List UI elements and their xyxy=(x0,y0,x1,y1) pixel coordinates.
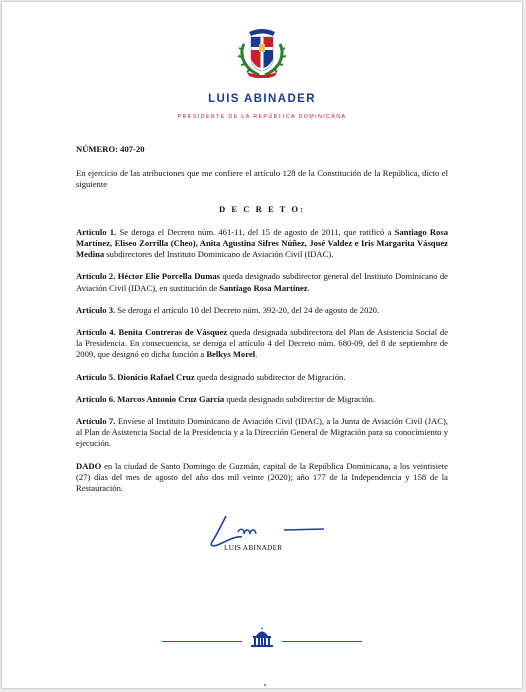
president-title: PRESIDENTE DE LA REPÚBLICA DOMINICANA xyxy=(177,114,347,120)
decree-heading: D E C R E T O: xyxy=(219,203,305,214)
article-3 xyxy=(76,305,448,316)
article-text: Se deroga el Decreto núm. 461-11, del 15 de agosto de 2011, que ratificó a xyxy=(116,226,395,237)
article-label: Artículo 7. xyxy=(76,416,116,427)
article-6 xyxy=(76,394,448,405)
decree-number: NÚMERO: 407-20 xyxy=(76,144,145,154)
article-names: Santiago Rosa Martínez, Eliseo Zorrilla (Cheo), Anita Agustina Sifres Núñez, José Valdez e Iris Margarita Vásquez Medina xyxy=(76,226,448,260)
article-names: Santiago Rosa Martínez xyxy=(219,282,308,293)
signatory-name: LUIS ABINADER xyxy=(224,544,283,552)
article-label: Artículo 5. xyxy=(76,371,116,382)
article-1 xyxy=(76,227,448,261)
article-label: Artículo 1. xyxy=(76,226,117,237)
article-text: Se deroga el artículo 10 del Decreto núm. 392-20, del 24 de agosto de 2020. xyxy=(115,304,380,315)
article-label: Artículo 2. xyxy=(76,271,116,282)
dado-paragraph xyxy=(76,461,448,495)
president-name: LUIS ABINADER xyxy=(208,93,316,105)
article-label: Artículo 3. xyxy=(76,304,116,315)
article-text: queda designada subdirectora del Plan de Asistencia Social de la Presidencia. En consecuencia, se deroga el artículo 4 del Decreto núm. 680-09, del 8 de septiembre de 2009, que designó en dicha función a xyxy=(76,327,449,360)
article-text: queda designado subdirector de Migración. xyxy=(194,371,346,382)
article-names: Benita Contreras de Vásquez xyxy=(115,327,228,338)
article-text: Envíese al Instituto Dominicano de Aviación Civil (IDAC), a la Junta de Aviación Civil (JAC), al Plan de Asistencia Social de la Presidencia y a la Dirección General de Migración para su conocimiento y ejecución. xyxy=(76,416,448,449)
article-5 xyxy=(76,372,448,383)
article-text: subdirectores del Instituto Dominicano de Aviación Civil (IDAC). xyxy=(104,249,334,260)
article-text: queda designado subdirector general del Instituto Dominicano de Aviación Civil (IDAC), en sustitución de xyxy=(76,271,448,293)
article-text: queda designado subdirector de Migración. xyxy=(224,393,375,404)
footer-line-right xyxy=(282,641,362,642)
article-text: . xyxy=(255,349,258,360)
article-names: Belkys Morel xyxy=(206,349,256,360)
article-2 xyxy=(76,271,448,293)
footer-dot xyxy=(264,684,266,686)
article-text: . xyxy=(307,282,310,293)
article-names: Héctor Elie Porcella Dumas xyxy=(115,271,220,282)
article-names: Dionicio Rafael Cruz xyxy=(115,371,195,382)
article-names: Marcos Antonio Cruz García xyxy=(115,393,225,404)
footer-line-left xyxy=(162,641,242,642)
article-7 xyxy=(76,416,448,450)
article-label: Artículo 4. xyxy=(76,327,116,338)
article-label: Artículo 6. xyxy=(76,393,116,404)
dado-text: en la ciudad de Santo Domingo de Guzmán, capital de la República Dominicana, a los veintisiete (27) días del mes de agosto del año dos mil veinte (2020); año 177 de la Independencia y 158 de la Restauración. xyxy=(76,460,448,494)
coat-of-arms-icon xyxy=(237,26,287,78)
document-page xyxy=(2,2,522,688)
decree-intro: En ejercicio de las atribuciones que me confiere el artículo 128 de la Constitución de la República, dicto el siguiente xyxy=(76,168,448,190)
dado-label: DADO xyxy=(76,460,102,471)
national-palace-icon xyxy=(250,626,274,648)
article-4 xyxy=(76,327,448,361)
decree-body xyxy=(76,144,448,505)
